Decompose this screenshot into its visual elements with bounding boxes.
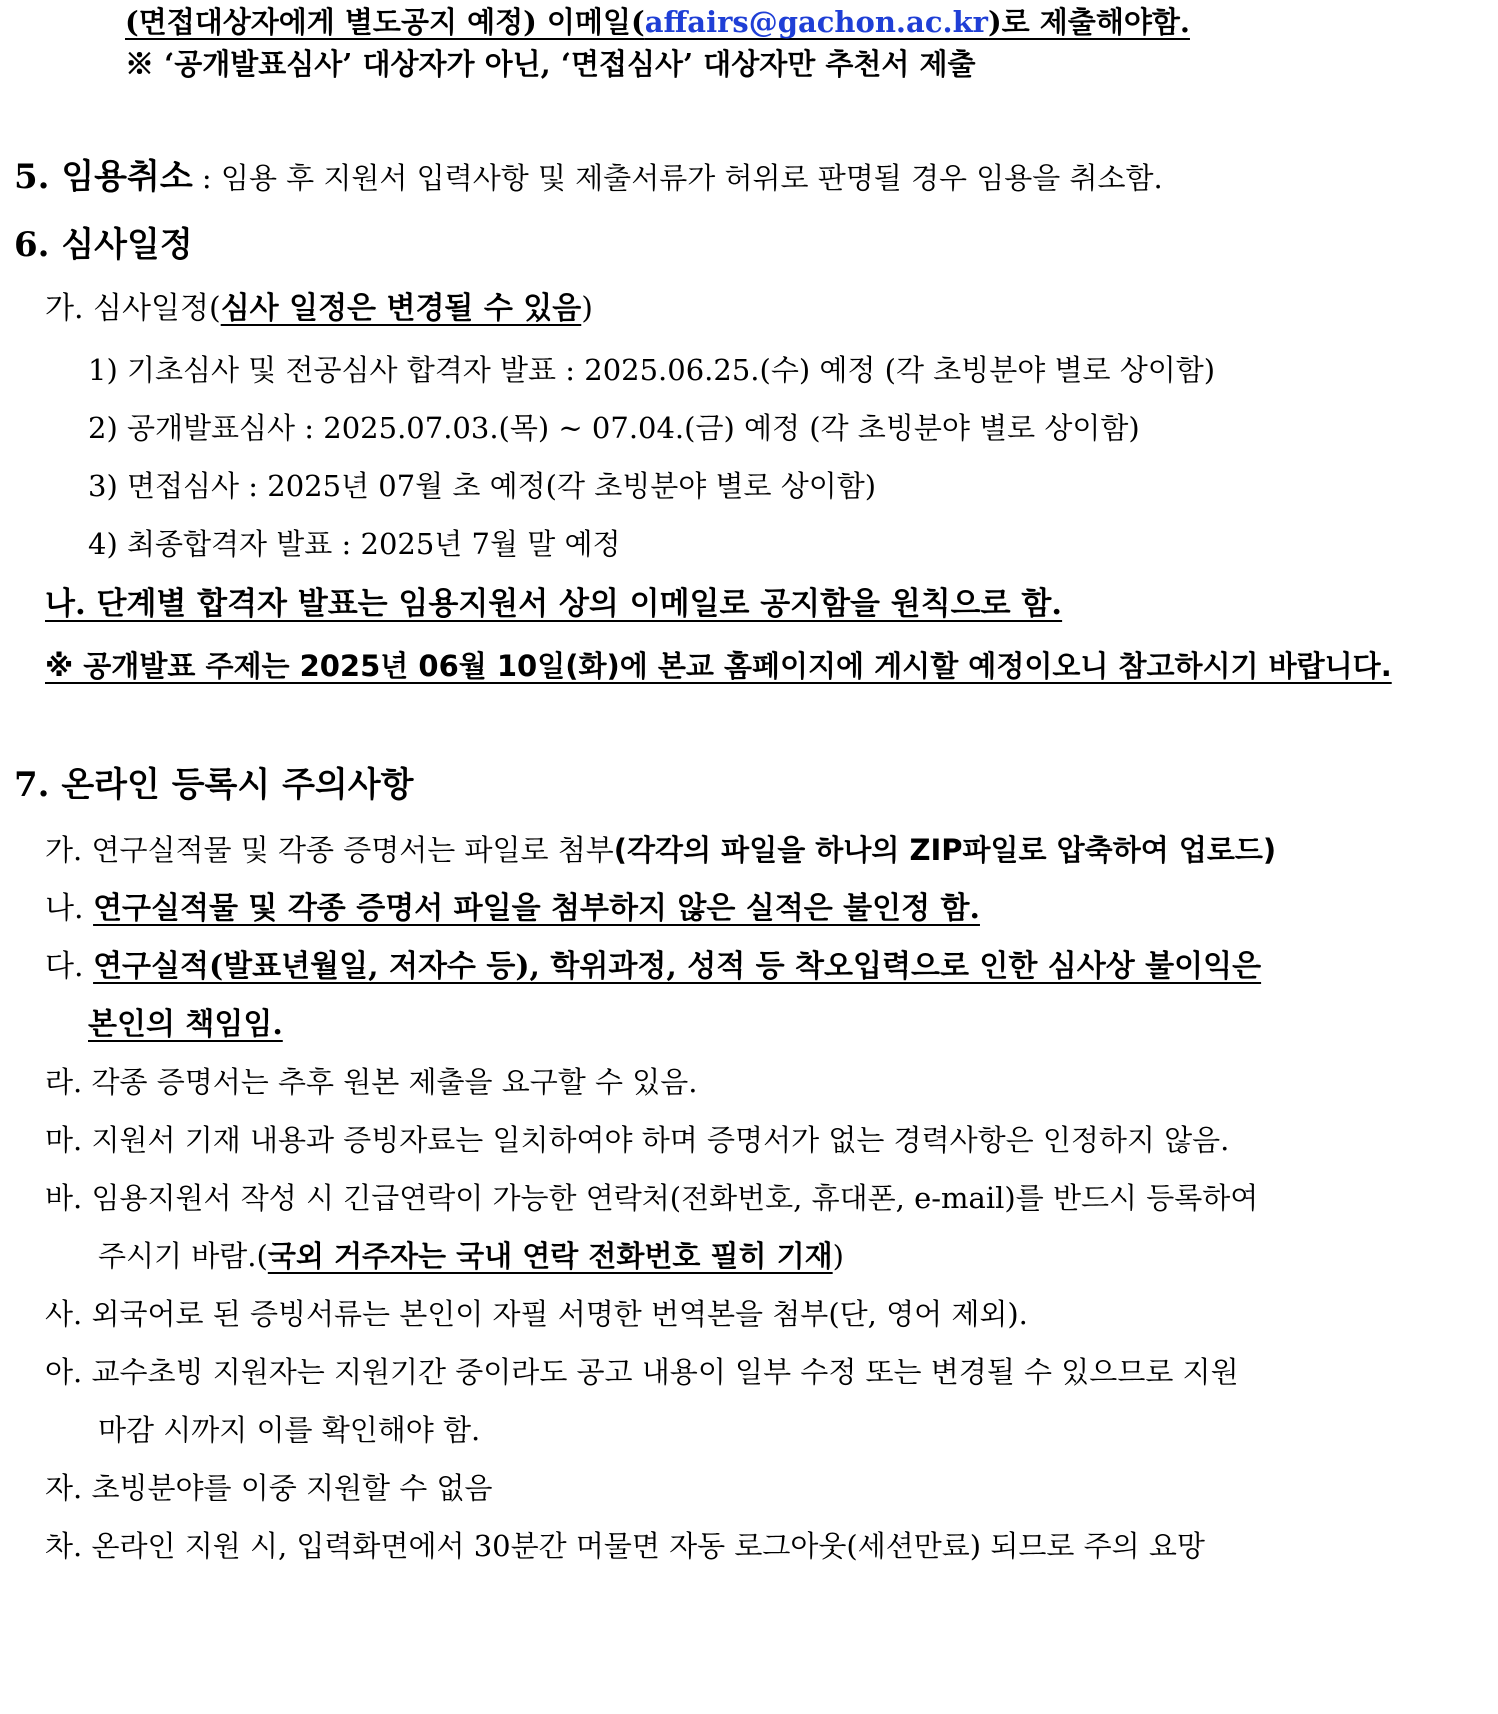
section-7-ba-prefix: 주시기 바람.( [98, 1239, 268, 1273]
schedule-change-notice: 심사 일정은 변경될 수 있음 [220, 291, 582, 326]
schedule-item-4: 4) 최종합격자 발표 : 2025년 7월 말 예정 [88, 527, 621, 561]
section-7-sa: 사. 외국어로 된 증빙서류는 본인이 자필 서명한 번역본을 첨부(단, 영어 제외). [45, 1297, 1028, 1331]
section-7-ma: 마. 지원서 기재 내용과 증빙자료는 일치하여야 하며 증명서가 없는 경력사항은 인정하지 않음. [45, 1123, 1230, 1157]
section-6-ga [45, 291, 593, 326]
overseas-contact-note: 국외 거주자는 국내 연락 전화번호 필히 기재 [267, 1239, 833, 1273]
top-line-1 [125, 5, 1275, 39]
presentation-topic-note: ※ 공개발표 주제는 2025년 06월 10일(화)에 본교 홈페이지에 게시할 예정이오니 참고하시기 바랍니다. [45, 649, 1392, 683]
section-7-da [45, 949, 1262, 984]
top-line-1-suffix: )로 제출해야함. [987, 5, 1190, 39]
top-line-1-prefix: (면접대상자에게 별도공지 예정) 이메일( [125, 5, 645, 39]
section-5 [14, 157, 1163, 197]
section-7-a-line-2: 마감 시까지 이를 확인해야 함. [98, 1413, 481, 1447]
section-7-ra: 라. 각종 증명서는 추후 원본 제출을 요구할 수 있음. [45, 1065, 698, 1099]
contact-email-link[interactable]: affairs@gachon.ac.kr [644, 5, 988, 39]
section-6-title: 6. 심사일정 [14, 225, 193, 265]
section-7-na [45, 891, 980, 926]
section-7-da-prefix: 다. [45, 949, 94, 984]
attachment-required-note: 연구실적물 및 각종 증명서 파일을 첨부하지 않은 실적은 불인정 함. [93, 891, 980, 926]
section-7-na-prefix: 나. [45, 891, 94, 926]
schedule-item-3: 3) 면접심사 : 2025년 07월 초 예정(각 초빙분야 별로 상이함) [88, 469, 877, 503]
section-6-ga-suffix: ) [581, 291, 593, 326]
schedule-item-1: 1) 기초심사 및 전공심사 합격자 발표 : 2025.06.25.(수) 예정 (각 초빙분야 별로 상이함) [88, 353, 1216, 387]
schedule-item-2: 2) 공개발표심사 : 2025.07.03.(목) ~ 07.04.(금) 예정 (각 초빙분야 별로 상이함) [88, 411, 1140, 445]
recommendation-note: ※ ‘공개발표심사’ 대상자가 아닌, ‘면접심사’ 대상자만 추천서 제출 [125, 47, 976, 81]
section-6-ga-prefix: 가. 심사일정( [45, 291, 221, 326]
section-5-title: 5. 임용취소 [14, 157, 193, 197]
section-7-ba-suffix: ) [832, 1239, 844, 1273]
zip-upload-note: (각각의 파일을 하나의 ZIP파일로 압축하여 업로드) [613, 833, 1277, 867]
section-7-ba-line-2 [98, 1239, 844, 1273]
section-7-title: 7. 온라인 등록시 주의사항 [14, 765, 414, 805]
section-7-ga [45, 833, 1277, 867]
section-7-cha: 차. 온라인 지원 시, 입력화면에서 30분간 머물면 자동 로그아웃(세션만료) 되므로 주의 요망 [45, 1529, 1205, 1563]
section-7-ga-prefix: 가. 연구실적물 및 각종 증명서는 파일로 첨부 [45, 833, 614, 867]
input-error-note-line-1: 연구실적(발표년월일, 저자수 등), 학위과정, 성적 등 착오입력으로 인한 심사상 불이익은 [93, 949, 1262, 984]
section-5-body: : 임용 후 지원서 입력사항 및 제출서류가 허위로 판명될 경우 임용을 취소함. [192, 161, 1163, 195]
section-7-ba-line-1: 바. 임용지원서 작성 시 긴급연락이 가능한 연락처(전화번호, 휴대폰, e-mail)를 반드시 등록하여 [45, 1181, 1259, 1215]
input-error-note-line-2: 본인의 책임임. [88, 1007, 283, 1042]
section-6-na: 나. 단계별 합격자 발표는 임용지원서 상의 이메일로 공지함을 원칙으로 함. [45, 586, 1063, 622]
section-7-a-line-1: 아. 교수초빙 지원자는 지원기간 중이라도 공고 내용이 일부 수정 또는 변경될 수 있으므로 지원 [45, 1355, 1239, 1389]
section-7-ja: 자. 초빙분야를 이중 지원할 수 없음 [45, 1471, 493, 1505]
